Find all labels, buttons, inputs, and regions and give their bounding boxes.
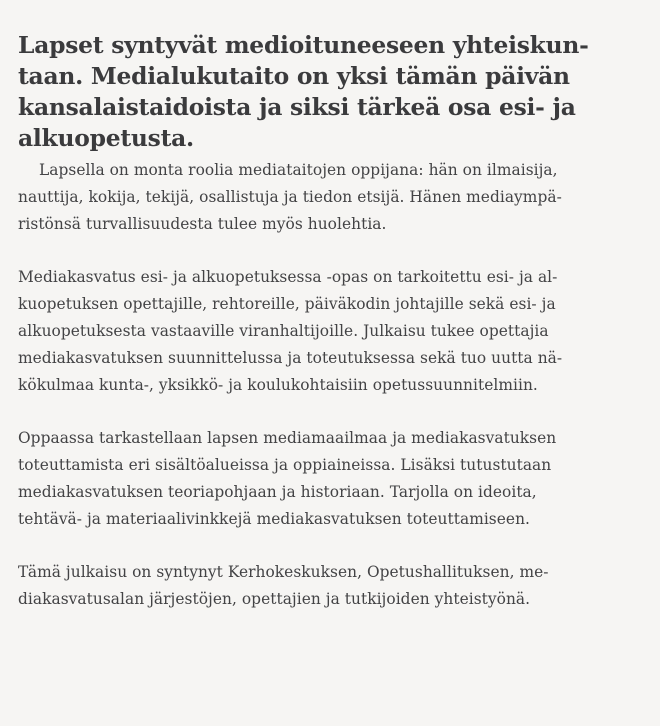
text-line: kökulmaa kunta-, yksikkö- ja koulukohtaisiin opetussuunnitelmiin.	[18, 376, 538, 394]
paragraph-credits	[18, 559, 640, 613]
text-line: toteuttamista eri sisältöalueissa ja oppiaineissa. Lisäksi tutustutaan	[18, 456, 552, 474]
body-text	[18, 157, 640, 613]
text-line: diakasvatusalan järjestöjen, opettajien ja tutkijoiden yhteistyönä.	[18, 590, 531, 608]
lead-line: taan. Medialukutaito on yksi tämän päivän	[18, 62, 570, 90]
lead-line: alkuopetusta.	[18, 124, 194, 152]
text-line: Mediakasvatus esi- ja alkuopetuksessa -opas on tarkoitettu esi- ja al-	[18, 268, 558, 286]
text-line: nauttija, kokija, tekijä, osallistuja ja tiedon etsijä. Hänen mediaympä-	[18, 188, 562, 206]
lead-heading	[18, 30, 640, 154]
text-line: tehtävä- ja materiaalivinkkejä mediakasvatuksen toteuttamiseen.	[18, 510, 530, 528]
text-line: Tämä julkaisu on syntynyt Kerhokeskuksen, Opetushallituksen, me-	[18, 563, 549, 581]
paragraph-purpose	[18, 264, 640, 399]
text-line: alkuopetuksesta vastaaville viranhaltijoille. Julkaisu tukee opettajia	[18, 322, 549, 340]
paragraph-intro	[18, 157, 640, 238]
paragraph-contents	[18, 425, 640, 533]
text-line: Lapsella on monta roolia mediataitojen oppijana: hän on ilmaisija,	[39, 161, 558, 179]
text-line: kuopetuksen opettajille, rehtoreille, päiväkodin johtajille sekä esi- ja	[18, 295, 556, 313]
text-line: Oppaassa tarkastellaan lapsen mediamaailmaa ja mediakasvatuksen	[18, 429, 557, 447]
text-line: mediakasvatuksen teoriapohjaan ja historiaan. Tarjolla on ideoita,	[18, 483, 537, 501]
lead-line: Lapset syntyvät medioituneeseen yhteiskun-	[18, 31, 589, 59]
text-line: mediakasvatuksen suunnittelussa ja toteutuksessa sekä tuo uutta nä-	[18, 349, 563, 367]
lead-line: kansalaistaidoista ja siksi tärkeä osa esi- ja	[18, 93, 576, 121]
text-line: ristönsä turvallisuudesta tulee myös huolehtia.	[18, 215, 387, 233]
